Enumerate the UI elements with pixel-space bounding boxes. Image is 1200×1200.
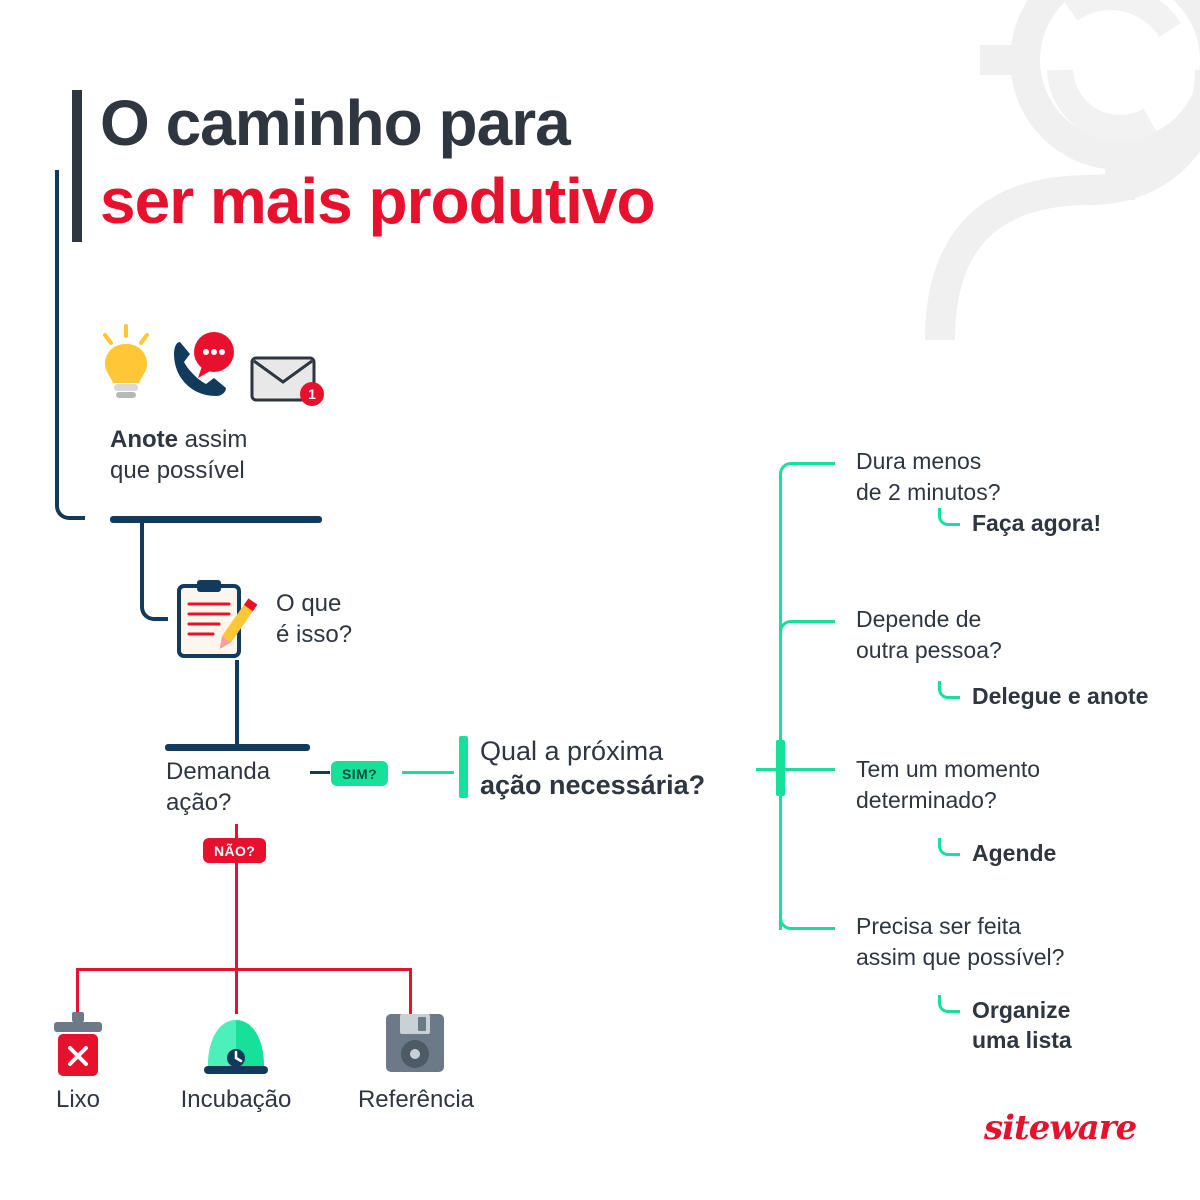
branch-1-answer: Faça agora! <box>972 510 1102 536</box>
connector-answer-4 <box>938 995 960 1013</box>
branch-2-question-line1: Depende de <box>856 606 982 632</box>
connector-branch-2 <box>779 620 835 638</box>
capture-label-bold: Anote <box>110 426 178 453</box>
connector-answer-3 <box>938 838 960 856</box>
branch-2-question-line2: outra pessoa? <box>856 637 1002 663</box>
capture-node-label <box>110 424 410 486</box>
brand-logo-text: siteware <box>984 1108 1137 1148</box>
requires-action-line1: Demanda <box>166 758 271 785</box>
what-is-it-line2: é isso? <box>276 621 353 648</box>
capture-underline <box>110 516 322 523</box>
next-action-line1: Qual a próxima <box>480 736 664 766</box>
connector-branch-1 <box>779 462 835 480</box>
outcome-label-lixo: Lixo <box>55 1086 101 1113</box>
branch-4-question-line1: Precisa ser feita <box>856 913 1021 939</box>
title-line-1: O caminho para <box>100 87 570 159</box>
connector-branch-4 <box>779 912 835 930</box>
branch-4-question-line2: assim que possível? <box>856 944 1065 970</box>
branch-4-answer-line1: Organize <box>972 997 1071 1023</box>
badge-sim[interactable]: SIM? <box>331 761 388 786</box>
branch-4-answer <box>972 995 1200 1055</box>
branch-3-answer: Agende <box>972 840 1057 866</box>
next-action-line2: ação necessária? <box>480 770 706 800</box>
connector-to-referencia <box>409 968 412 1014</box>
connector-nao-down <box>235 862 238 970</box>
connector-question-to-branches <box>756 768 780 771</box>
clipboard-pencil-icon <box>175 578 261 660</box>
branch-4-question <box>856 911 1126 973</box>
branch-2-question <box>856 604 1106 666</box>
capture-label-line2: que possível <box>110 457 245 484</box>
what-is-it-label <box>276 588 476 650</box>
branch-3-question <box>856 754 1116 816</box>
capture-label-rest: assim <box>178 426 248 453</box>
branch-2-answer: Delegue e anote <box>972 683 1149 709</box>
branch-spine <box>779 478 782 930</box>
svg-text:1: 1 <box>308 386 316 402</box>
connector-capture-to-what <box>140 523 168 621</box>
trash-can-icon <box>50 1012 106 1078</box>
next-action-question <box>480 734 705 802</box>
branch-1-question-line1: Dura menos <box>856 448 982 474</box>
badge-nao[interactable]: NÃO? <box>203 838 266 863</box>
branch-1-question-line2: de 2 minutos? <box>856 479 1001 505</box>
connector-title-to-capture <box>55 170 85 520</box>
connector-nao-distribution <box>76 968 412 971</box>
demand-underline <box>165 744 310 751</box>
phone-call-icon <box>166 330 238 402</box>
branch-4-answer-line2: uma lista <box>972 1027 1072 1053</box>
envelope-icon <box>250 352 328 408</box>
incubator-icon <box>202 1010 270 1078</box>
connector-what-to-demand <box>235 660 239 746</box>
gear-background-icon <box>820 0 1200 360</box>
connector-branch-3 <box>779 768 835 771</box>
branch-1-question <box>856 446 1096 508</box>
central-question-accent-bar <box>459 736 468 798</box>
page-title <box>72 84 832 240</box>
outcome-label-incubacao: Incubação <box>180 1086 292 1113</box>
brand-logo <box>984 1108 1144 1164</box>
requires-action-line2: ação? <box>166 789 232 816</box>
floppy-disk-icon <box>384 1012 446 1076</box>
connector-to-lixo <box>76 968 79 1014</box>
outcome-label-referencia: Referência <box>357 1086 475 1113</box>
title-line-2: ser mais produtivo <box>100 165 655 237</box>
connector-to-incubacao <box>235 968 238 1014</box>
branch-3-question-line2: determinado? <box>856 787 997 813</box>
lightbulb-icon <box>98 322 154 400</box>
connector-sim-to-question <box>402 771 454 774</box>
connector-answer-2 <box>938 681 960 699</box>
branch-3-question-line1: Tem um momento <box>856 756 1041 782</box>
connector-answer-1 <box>938 508 960 526</box>
what-is-it-line1: O que <box>276 590 342 617</box>
